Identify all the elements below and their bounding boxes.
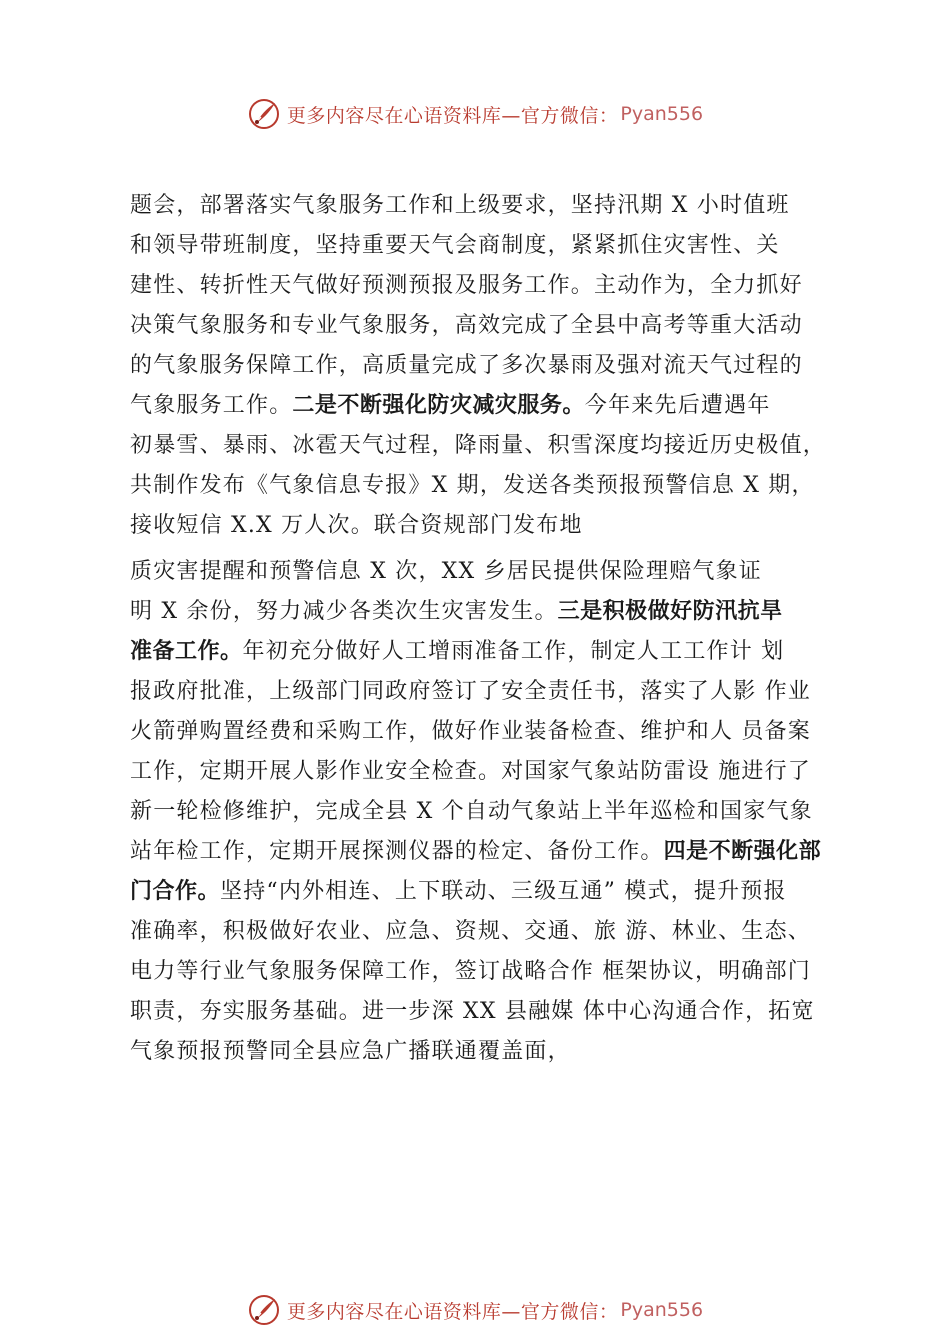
text-segment: 站年检工作，定期开展探测仪器的检定、备份工作。 — [130, 839, 664, 864]
text-line: 报政府批准，上级部门同政府签订了安全责任书，落实了人影 作业 — [130, 679, 811, 704]
text-line: 质灾害提醒和预警信息 X 次，XX 乡居民提供保险理赔气象证 — [130, 559, 762, 584]
text-line: 初暴雪、暴雨、冰雹天气过程，降雨量、积雪深度均接近历史极值， — [130, 433, 827, 458]
brand-handle: Pyan556 — [620, 103, 704, 125]
text-line: 电力等行业气象服务保障工作，签订战略合作 框架协议，明确部门 — [130, 959, 811, 984]
brand-text: 更多内容尽在心语资料库—官方微信： — [286, 104, 619, 127]
bold-heading: 准备工作。 — [130, 639, 243, 664]
text-line — [130, 386, 860, 426]
text-line: 题会，部署落实气象服务工作和上级要求，坚持汛期 X 小时值班 — [130, 193, 790, 218]
text-line: 工作，定期开展人影作业安全检查。对国家气象站防雷设 施进行了 — [130, 759, 811, 784]
text-line: 火箭弹购置经费和采购工作，做好作业装备检查、维护和人 员备案 — [130, 719, 811, 744]
text-segment: 明 X 余份，努力减少各类次生灾害发生。 — [130, 599, 558, 624]
bold-heading: 二是不断强化防灾减灾服务。 — [292, 393, 585, 418]
text-line: 决策气象服务和专业气象服务，高效完成了全县中高考等重大活动 — [130, 313, 803, 338]
bold-heading: 三是积极做好防汛抗旱 — [557, 599, 783, 624]
text-line — [130, 592, 860, 632]
footer-watermark — [0, 1288, 950, 1332]
text-line: 和领导带班制度，坚持重要天气会商制度，紧紧抓住灾害性、关 — [130, 233, 780, 258]
text-line: 职责，夯实服务基础。进一步深 XX 县融媒 体中心沟通合作，拓宽 — [130, 999, 815, 1024]
text-segment: 坚持“内外相连、上下联动、三级互通” 模式，提升预报 — [220, 879, 787, 904]
header-watermark — [0, 92, 950, 136]
text-line: 气象预报预警同全县应急广播联通覆盖面， — [130, 1039, 571, 1064]
text-line — [130, 832, 860, 872]
text-line: 接收短信 X.X 万人次。联合资规部门发布地 — [130, 513, 583, 538]
brand-text: 更多内容尽在心语资料库—官方微信： — [286, 1300, 619, 1323]
text-line: 的气象服务保障工作，高质量完成了多次暴雨及强对流天气过程的 — [130, 353, 803, 378]
text-line — [130, 632, 860, 672]
brand-handle: Pyan556 — [620, 1299, 704, 1321]
text-line: 共制作发布《气象信息专报》X 期，发送各类预报预警信息 X 期， — [130, 473, 815, 498]
text-line: 准确率，积极做好农业、应急、资规、交通、旅 游、林业、生态、 — [130, 919, 811, 944]
text-line — [130, 872, 860, 912]
bold-heading: 门合作。 — [130, 879, 221, 904]
document-body — [130, 186, 860, 1072]
text-line: 新一轮检修维护，完成全县 X 个自动气象站上半年巡检和国家气象 — [130, 799, 813, 824]
text-segment: 今年来先后遭遇年 — [584, 393, 771, 418]
feather-pen-icon — [247, 97, 281, 131]
text-segment: 气象服务工作。 — [130, 393, 293, 418]
feather-pen-icon — [247, 1293, 281, 1327]
text-line: 建性、转折性天气做好预测预报及服务工作。主动作为，全力抓好 — [130, 273, 803, 298]
bold-heading: 四是不断强化部 — [663, 839, 822, 864]
text-segment: 年初充分做好人工增雨准备工作，制定人工工作计 划 — [242, 639, 785, 664]
